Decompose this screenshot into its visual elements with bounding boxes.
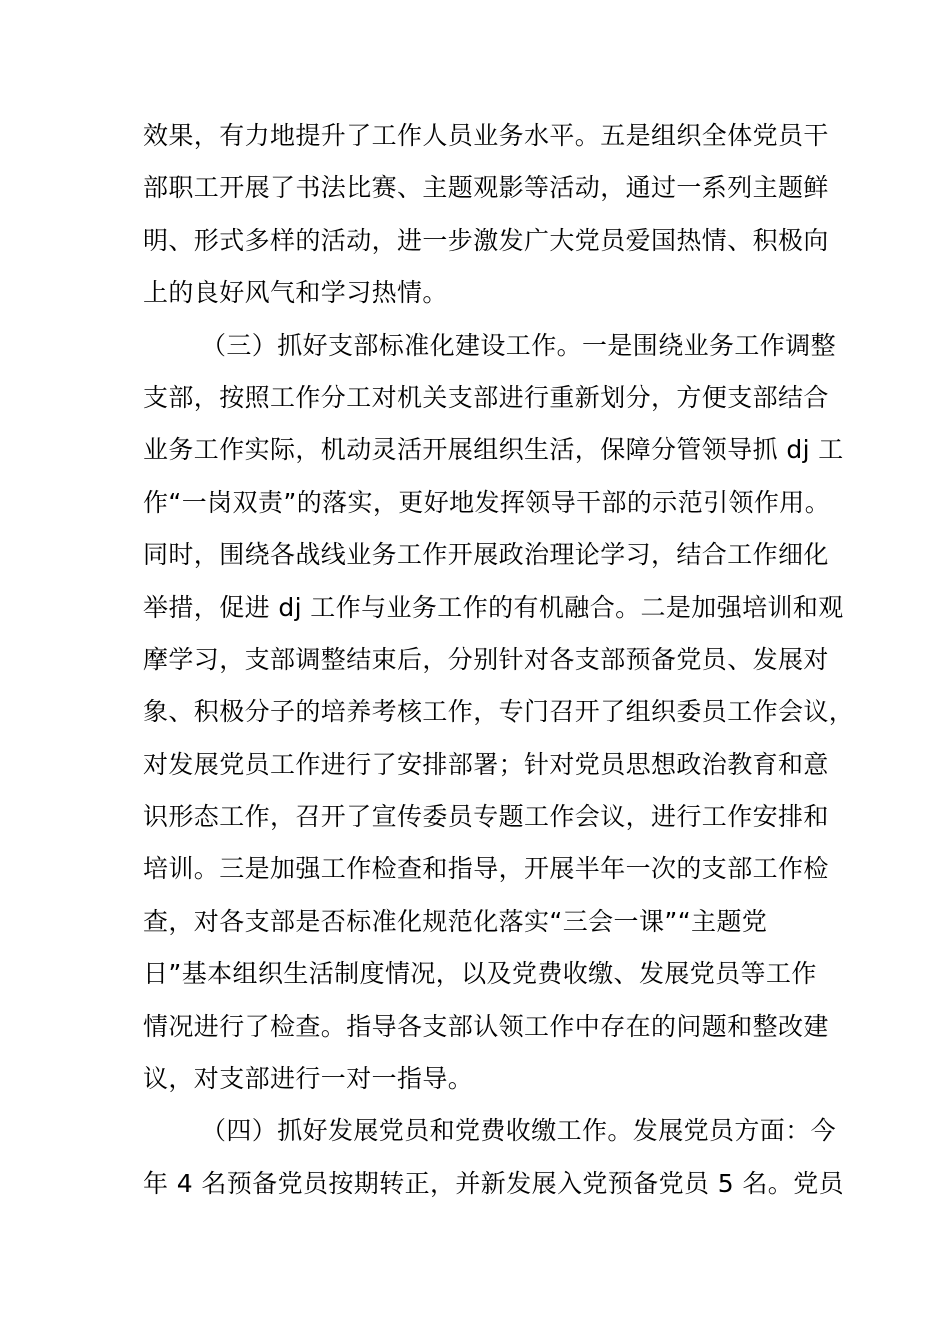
text-line: 同时，围绕各战线业务工作开展政治理论学习，结合工作细化 <box>143 540 829 570</box>
text-line: 培训。三是加强工作检查和指导，开展半年一次的支部工作检 <box>143 854 829 884</box>
body-text <box>143 110 855 1210</box>
text-line: 对发展党员工作进行了安排部署；针对党员思想政治教育和意 <box>143 749 829 779</box>
section-heading-line: （三）抓好支部标准化建设工作。一是围绕业务工作调整 <box>201 330 837 360</box>
text-line: 举措，促进 dj 工作与业务工作的有机融合。二是加强培训和观 <box>143 592 844 622</box>
text-line: 明、形式多样的活动，进一步激发广大党员爱国热情、积极向 <box>143 225 829 255</box>
text-line: 识形态工作，召开了宣传委员专题工作会议，进行工作安排和 <box>143 802 829 832</box>
text-line: 作“一岗双责”的落实，更好地发挥领导干部的示范引领作用。 <box>143 487 831 517</box>
text-line: 业务工作实际，机动灵活开展组织生活，保障分管领导抓 dj 工 <box>143 435 844 465</box>
section-heading-line: （四）抓好发展党员和党费收缴工作。发展党员方面：今 <box>201 1116 837 1146</box>
text-line: 日”基本组织生活制度情况，以及党费收缴、发展党员等工作 <box>143 959 817 989</box>
text-line: 情况进行了检查。指导各支部认领工作中存在的问题和整改建 <box>143 1011 829 1041</box>
text-line: 年 4 名预备党员按期转正，并新发展入党预备党员 5 名。党员 <box>143 1168 845 1198</box>
text-line: 象、积极分子的培养考核工作，专门召开了组织委员工作会议， <box>143 697 855 727</box>
text-line: 部职工开展了书法比赛、主题观影等活动，通过一系列主题鲜 <box>143 173 829 203</box>
text-line: 上的良好风气和学习热情。 <box>143 278 448 308</box>
text-line: 效果，有力地提升了工作人员业务水平。五是组织全体党员干 <box>143 121 829 150</box>
text-line: 支部，按照工作分工对机关支部进行重新划分，方便支部结合 <box>143 382 829 412</box>
text-line: 摩学习，支部调整结束后，分别针对各支部预备党员、发展对 <box>143 644 829 674</box>
text-line: 查，对各支部是否标准化规范化落实“三会一课”“主题党 <box>143 906 768 936</box>
text-line: 议，对支部进行一对一指导。 <box>143 1064 474 1094</box>
